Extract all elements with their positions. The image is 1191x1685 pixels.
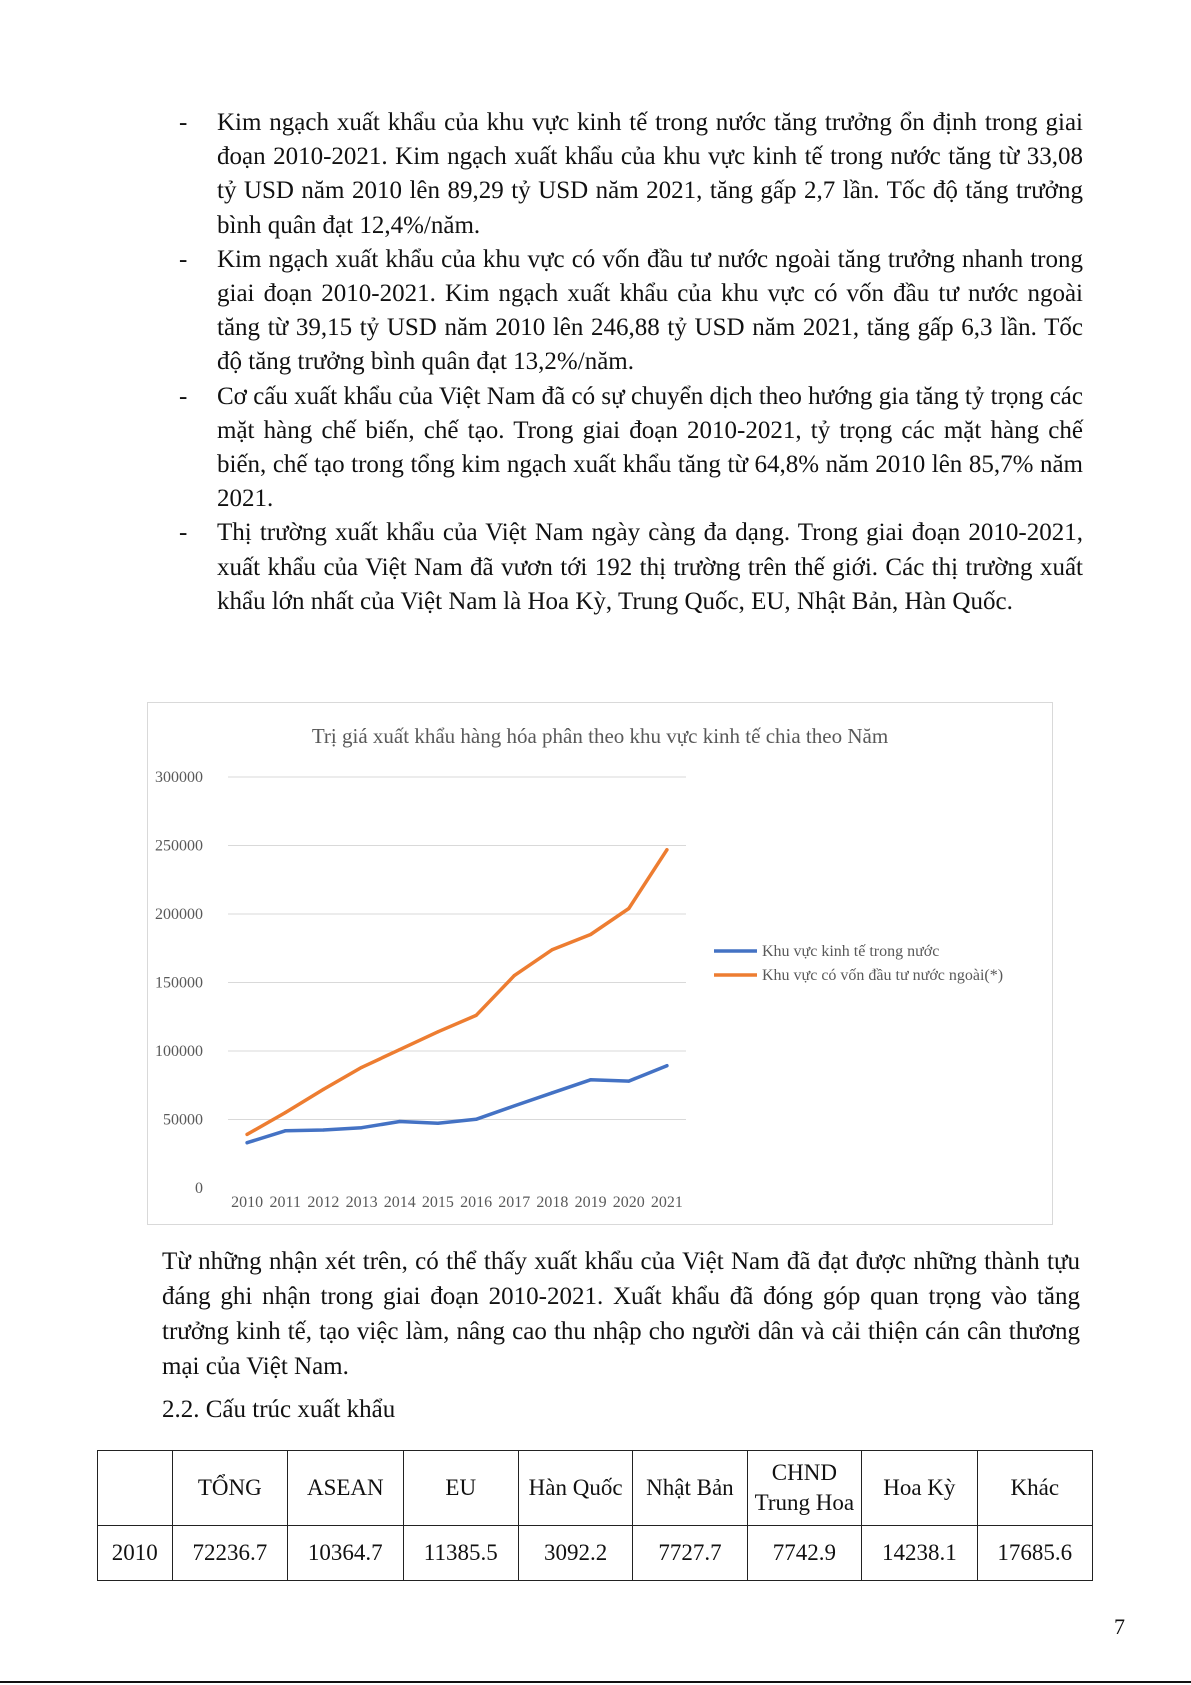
x-tick-label: 2020 (612, 1194, 645, 1211)
section-heading: 2.2. Cấu trúc xuất khẩu (162, 1396, 396, 1423)
bullet-dash: - (179, 109, 188, 136)
chart-title: Trị giá xuất khẩu hàng hóa phân theo khu vực kinh tế chia theo Năm (311, 724, 889, 748)
data-point (436, 1030, 439, 1033)
data-point (284, 1111, 287, 1114)
data-point (245, 1133, 248, 1136)
table-header-cell: CHND Trung Hoa (747, 1451, 862, 1526)
table-header-cell: Khác (977, 1451, 1092, 1526)
export-line-chart (147, 702, 1053, 1225)
bullet-item (175, 516, 1083, 619)
data-point (436, 1122, 439, 1125)
table-cell: 7742.9 (747, 1526, 862, 1581)
table-header-cell: ASEAN (288, 1451, 404, 1526)
bullet-text: Kim ngạch xuất khẩu của khu vực kinh tế trong nước tăng trưởng ổn định trong giai đoạn 2010-2021. Kim ngạch xuất khẩu của khu vực kinh tế trong nước tăng từ 33,08 tỷ USD năm 2010 lên 89,29 tỷ USD năm 2021, tăng gấp 2,7 lần. Tốc độ tăng trưởng bình quân đạt 12,4%/năm. (217, 109, 1083, 239)
data-point (513, 1104, 516, 1107)
data-point (398, 1048, 401, 1051)
y-tick-label: 0 (195, 1180, 203, 1197)
x-tick-label: 2017 (498, 1194, 531, 1211)
series-line (247, 850, 667, 1135)
table-cell: 3092.2 (518, 1526, 632, 1581)
data-point (589, 933, 592, 936)
conclusion-paragraph: Từ những nhận xét trên, có thể thấy xuất khẩu của Việt Nam đã đạt được những thành tựu đáng ghi nhận trong giai đoạn 2010-2021. Xuất khẩu đã đóng góp quan trọng vào tăng trưởng kinh tế, tạo việc làm, nâng cao thu nhập cho người dân và cải thiện cán cân thương mại của Việt Nam. (162, 1248, 1080, 1380)
data-point (627, 907, 630, 910)
data-point (665, 848, 668, 851)
bottom-rule (0, 1681, 1191, 1683)
table-header-cell: Nhật Bản (633, 1451, 747, 1526)
table-header-cell: EU (403, 1451, 518, 1526)
table-cell: 7727.7 (633, 1526, 747, 1581)
legend-label: Khu vực kinh tế trong nước (762, 943, 940, 960)
bullet-text: Thị trường xuất khẩu của Việt Nam ngày càng đa dạng. Trong giai đoạn 2010-2021, xuất khẩu của Việt Nam đã vươn tới 192 thị trường trên thế giới. Các thị trường xuất khẩu lớn nhất của Việt Nam là Hoa Kỳ, Trung Quốc, EU, Nhật Bản, Hàn Quốc. (217, 519, 1083, 615)
data-point (589, 1078, 592, 1081)
table-header-cell: TỔNG (172, 1451, 287, 1526)
y-tick-label: 100000 (155, 1043, 203, 1060)
table-header-row (98, 1451, 1093, 1526)
data-point (665, 1064, 668, 1067)
x-tick-label: 2012 (307, 1194, 340, 1211)
bullet-item (175, 380, 1083, 517)
table-cell: 11385.5 (403, 1526, 518, 1581)
bullet-item (175, 106, 1083, 243)
bullet-text: Cơ cấu xuất khẩu của Việt Nam đã có sự chuyển dịch theo hướng gia tăng tỷ trọng các mặt hàng chế biến, chế tạo. Trong giai đoạn 2010-2021, tỷ trọng các mặt hàng chế biến, chế tạo trong tổng kim ngạch xuất khẩu tăng từ 64,8% năm 2010 lên 85,7% năm 2021. (217, 382, 1083, 513)
series-line (247, 1066, 667, 1143)
table-header-cell: Hoa Kỳ (862, 1451, 977, 1526)
bullet-item (175, 243, 1083, 380)
table-header-cell (98, 1451, 173, 1526)
data-point (551, 948, 554, 951)
table-row (98, 1526, 1093, 1581)
data-point (474, 1014, 477, 1017)
x-tick-label: 2013 (345, 1194, 378, 1211)
table-header-cell: Hàn Quốc (518, 1451, 632, 1526)
page-number: 7 (1114, 1614, 1125, 1639)
x-tick-label: 2021 (650, 1194, 683, 1211)
x-tick-label: 2011 (269, 1194, 301, 1211)
bullet-dash: - (179, 519, 188, 547)
data-point (322, 1088, 325, 1091)
y-tick-label: 50000 (163, 1111, 203, 1129)
table-cell: 14238.1 (862, 1526, 977, 1581)
export-structure-table (97, 1450, 1093, 1581)
table-cell: 17685.6 (977, 1526, 1092, 1581)
data-point (627, 1080, 630, 1083)
table-cell: 2010 (98, 1526, 173, 1581)
data-point (245, 1141, 248, 1144)
data-point (513, 974, 516, 977)
legend-label: Khu vực có vốn đầu tư nước ngoài(*) (762, 967, 1004, 984)
x-tick-label: 2019 (574, 1194, 607, 1211)
data-point (360, 1126, 363, 1129)
data-point (474, 1118, 477, 1121)
data-point (284, 1129, 287, 1132)
chart-svg (148, 703, 1052, 1224)
data-point (398, 1120, 401, 1123)
y-tick-label: 150000 (155, 974, 203, 992)
x-tick-label: 2018 (536, 1194, 569, 1211)
x-tick-label: 2014 (383, 1194, 416, 1211)
data-point (322, 1128, 325, 1131)
bullet-text: Kim ngạch xuất khẩu của khu vực có vốn đầu tư nước ngoài tăng trưởng nhanh trong giai đoạn 2010-2021. Kim ngạch xuất khẩu của khu vực có vốn đầu tư nước ngoài tăng từ 39,15 tỷ USD năm 2010 lên 246,88 tỷ USD năm 2021, tăng gấp 6,3 lần. Tốc độ tăng trưởng bình quân đạt 13,2%/năm. (217, 245, 1083, 376)
table-cell: 72236.7 (172, 1526, 287, 1581)
y-tick-label: 200000 (155, 906, 203, 923)
y-tick-label: 250000 (155, 837, 203, 855)
bullet-list (175, 106, 1083, 619)
bullet-dash: - (179, 245, 188, 273)
x-tick-label: 2016 (460, 1194, 493, 1211)
x-tick-label: 2010 (231, 1194, 264, 1211)
data-point (360, 1066, 363, 1069)
table-cell: 10364.7 (288, 1526, 404, 1581)
bullet-dash: - (179, 382, 188, 410)
x-tick-label: 2015 (421, 1194, 454, 1211)
y-tick-label: 300000 (155, 769, 203, 786)
data-point (551, 1091, 554, 1094)
